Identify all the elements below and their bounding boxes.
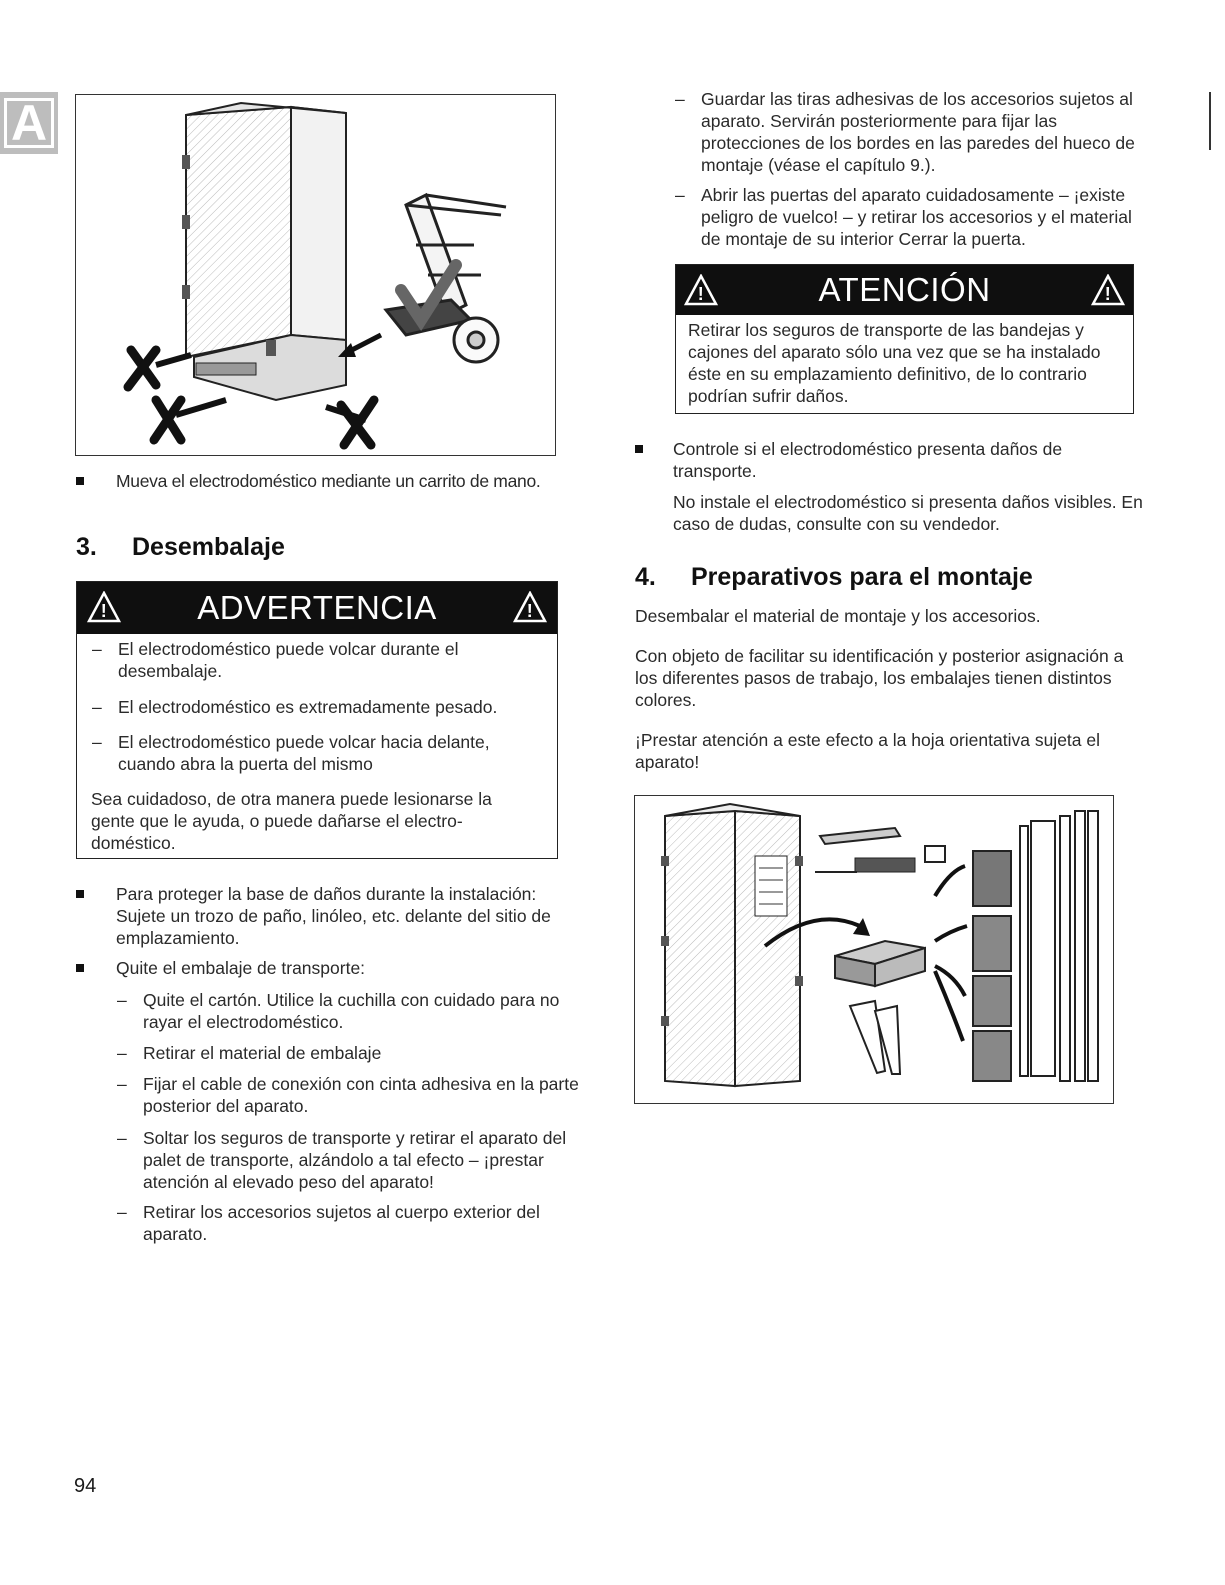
section-4-heading: 4. Preparativos para el montaje: [635, 563, 1033, 591]
margin-rule: [1209, 92, 1211, 150]
bullet-marker: [76, 964, 84, 972]
warning-header: ! ADVERTENCIA !: [77, 582, 557, 634]
hand-truck-illustration: [76, 95, 555, 455]
accessories-illustration: [635, 796, 1113, 1103]
inspection-note: No instale el electrodoméstico si presenta daños visibles. En caso de dudas, consulte con su vendedor.: [673, 492, 1143, 534]
figure-hand-truck: [75, 94, 556, 456]
instruction-bullet: Quite el embalaje de transporte:: [116, 958, 366, 978]
instruction-step: – Retirar los accesorios sujetos al cuerpo exterior del aparato.: [143, 1201, 583, 1245]
instruction-step: – Soltar los seguros de transporte y retirar el aparato del palet de transporte, alzándolo a tal efecto – ¡prestar atención al elevado peso del aparato!: [143, 1127, 583, 1193]
page-number: 94: [74, 1475, 97, 1497]
warning-item: – El electrodoméstico puede volcar hacia delante, cuando abra la puerta del mismo: [118, 731, 538, 775]
svg-text:!: !: [526, 601, 534, 621]
paragraph: ¡Prestar atención a este efecto a la hoja orientativa sujeta el aparato!: [635, 730, 1100, 772]
warning-note: Sea cuidadoso, de otra manera puede lesionarse la gente que le ayuda, o puede dañarse el electro-doméstico.: [91, 789, 492, 853]
section-3-heading: 3. Desembalaje: [76, 533, 285, 561]
warning-triangle-icon: [513, 591, 547, 623]
instruction-step: – Retirar el material de embalaje: [143, 1042, 583, 1064]
bullet-marker: [76, 890, 84, 898]
paragraph: Desembalar el material de montaje y los accesorios.: [635, 606, 1041, 626]
warning-item: – El electrodoméstico es extremadamente pesado.: [118, 696, 538, 718]
instruction-bullet: Para proteger la base de daños durante la instalación: Sujete un trozo de paño, linóleo, etc. delante del sitio de emplazamiento.: [116, 884, 551, 948]
instruction-step: – Abrir las puertas del aparato cuidadosamente – ¡existe peligro de vuelco! – y retirar los accesorios y el material de montaje de su interior Cerrar la puerta.: [701, 184, 1151, 250]
paragraph: Con objeto de facilitar su identificación y posterior asignación a los diferentes pasos de trabajo, los embalajes tienen distintos colores.: [635, 646, 1124, 710]
warning-triangle-icon: [87, 591, 121, 623]
bullet-marker: [635, 445, 643, 453]
svg-text:!: !: [1104, 284, 1112, 304]
warning-triangle-icon: [1091, 274, 1125, 306]
caution-text: Retirar los seguros de transporte de las bandejas y cajones del aparato sólo una vez que se ha instalado éste en su emplazamiento definitivo, de lo contrario podrían sufrir daños.: [688, 320, 1101, 406]
figure-caption: Mueva el electrodoméstico mediante un carrito de mano.: [116, 471, 541, 491]
svg-text:!: !: [697, 284, 705, 304]
svg-text:!: !: [100, 601, 108, 621]
warning-item: – El electrodoméstico puede volcar durante el desembalaje.: [118, 638, 498, 682]
instruction-step: – Guardar las tiras adhesivas de los accesorios sujetos al aparato. Servirán posteriormente para fijar las protecciones de los bordes en las paredes del hueco de montaje (véase el capítulo 9.).: [701, 88, 1141, 176]
warning-triangle-icon: [684, 274, 718, 306]
section-tab: A: [0, 92, 58, 154]
bullet-marker: [76, 477, 84, 485]
instruction-step: – Fijar el cable de conexión con cinta adhesiva en la parte posterior del aparato.: [143, 1073, 583, 1117]
inspection-bullet: Controle si el electrodoméstico presenta daños de transporte.: [673, 439, 1063, 481]
instruction-step: – Quite el cartón. Utilice la cuchilla con cuidado para no rayar el electrodoméstico.: [143, 989, 583, 1033]
figure-accessories: [634, 795, 1114, 1104]
caution-header: ! ATENCIÓN !: [676, 265, 1133, 315]
